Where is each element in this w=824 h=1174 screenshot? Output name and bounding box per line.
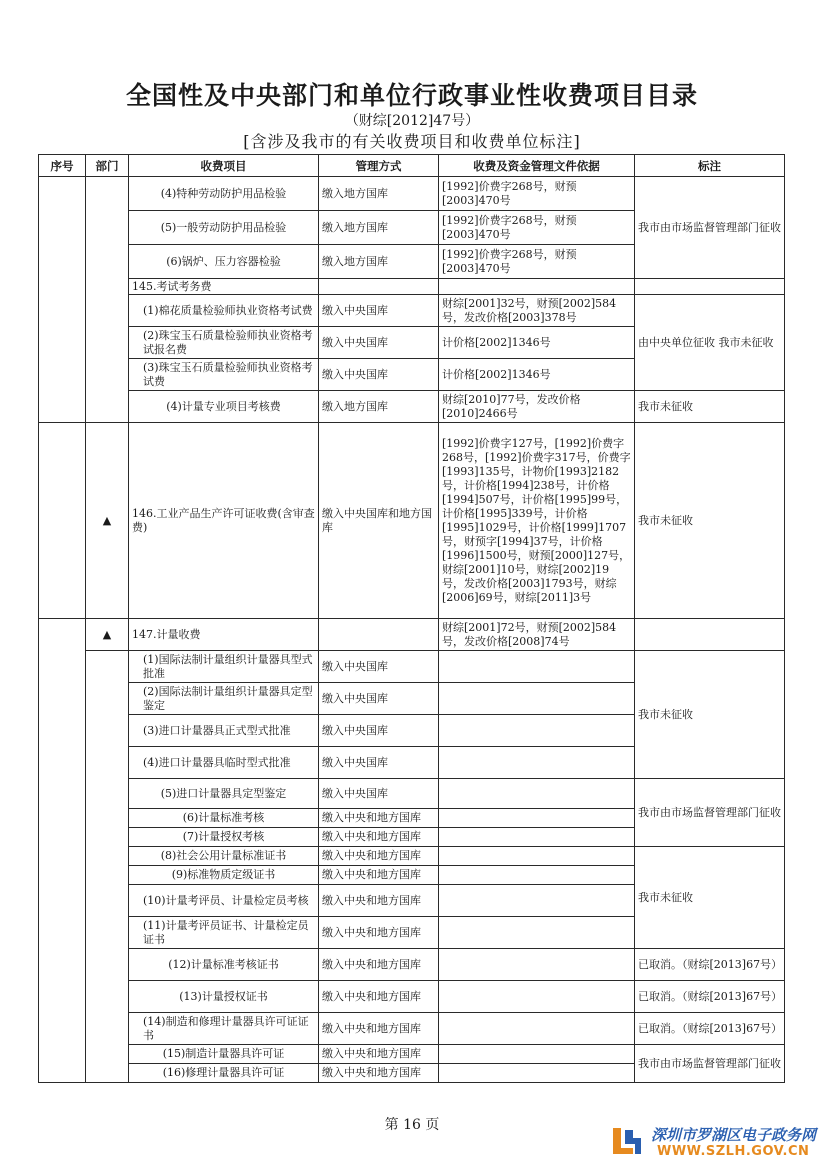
note-cell: 已取消。（财综[2013]67号） [635, 949, 785, 981]
basis-cell [439, 779, 635, 809]
item-cell: (16)修理计量器具许可证 [129, 1064, 319, 1083]
table-row [39, 391, 785, 423]
watermark-site-name: 深圳市罗湖区电子政务网 [651, 1126, 817, 1144]
basis-cell: [1992]价费字268号，财预[2003]470号 [439, 177, 635, 211]
note-cell [635, 619, 785, 651]
basis-cell [439, 949, 635, 981]
basis-cell [439, 683, 635, 715]
method-cell: 缴入中央和地方国库 [319, 1064, 439, 1083]
note-cell: 我市由市场监督管理部门征收 [635, 779, 785, 847]
item-cell: (2)珠宝玉石质量检验师执业资格考试报名费 [129, 327, 319, 359]
method-cell: 缴入地方国库 [319, 177, 439, 211]
note-cell: 我市未征收 [635, 391, 785, 423]
method-cell: 缴入中央和地方国库 [319, 885, 439, 917]
item-cell: 147.计量收费 [129, 619, 319, 651]
page-number: 第 16 页 [384, 1117, 440, 1133]
basis-cell [439, 981, 635, 1013]
seq-cell [39, 177, 86, 423]
header-item: 收费项目 [129, 155, 319, 177]
header-method: 管理方式 [319, 155, 439, 177]
item-cell: 145.考试考务费 [129, 279, 319, 295]
method-cell: 缴入中央国库 [319, 715, 439, 747]
method-cell: 缴入中央国库 [319, 295, 439, 327]
basis-cell [439, 847, 635, 866]
szlh-logo-icon [607, 1124, 647, 1158]
basis-cell [439, 809, 635, 828]
triangle-marker-icon: ▲ [86, 619, 129, 651]
method-cell: 缴入中央国库 [319, 747, 439, 779]
note-cell: 已取消。（财综[2013]67号） [635, 1013, 785, 1045]
note-cell: 我市未征收 [635, 651, 785, 779]
method-cell [319, 619, 439, 651]
table-row [39, 423, 785, 619]
dept-cell [86, 651, 129, 1083]
note-cell: 已取消。（财综[2013]67号） [635, 981, 785, 1013]
header-basis: 收费及资金管理文件依据 [439, 155, 635, 177]
table-row [39, 1045, 785, 1064]
table-row [39, 981, 785, 1013]
fee-table [38, 154, 785, 1083]
item-cell: (1)棉花质量检验师执业资格考试费 [129, 295, 319, 327]
item-cell: (5)进口计量器具定型鉴定 [129, 779, 319, 809]
method-cell: 缴入中央和地方国库 [319, 1045, 439, 1064]
item-cell: (4)特种劳动防护用品检验 [129, 177, 319, 211]
note-cell: 我市由市场监督管理部门征收 [635, 177, 785, 279]
table-row [39, 279, 785, 295]
note-cell: 我市未征收 [635, 423, 785, 619]
method-cell: 缴入地方国库 [319, 245, 439, 279]
basis-cell [439, 1013, 635, 1045]
table-row [39, 651, 785, 683]
method-cell: 缴入地方国库 [319, 391, 439, 423]
method-cell: 缴入地方国库 [319, 211, 439, 245]
document-number: （财综[2012]47号） [344, 113, 480, 129]
item-cell: (10)计量考评员、计量检定员考核 [129, 885, 319, 917]
item-cell: (1)国际法制计量组织计量器具型式批准 [129, 651, 319, 683]
basis-cell [439, 1064, 635, 1083]
table-row [39, 847, 785, 866]
table-row [39, 779, 785, 809]
basis-cell [439, 828, 635, 847]
table-header-row [39, 155, 785, 177]
item-cell: (11)计量考评员证书、计量检定员证书 [129, 917, 319, 949]
header-note: 标注 [635, 155, 785, 177]
document-subtitle: [含涉及我市的有关收费项目和收费单位标注] [243, 132, 581, 151]
basis-cell: [1992]价费字127号，[1992]价费字268号，[1992]价费字317号，价费字[1993]135号，计物价[1993]2182号，计价格[1994]238号，计价格[1994]507号，计价格[1995]99号，计价格[1995]339号，计价格[1995]1029号，计价格[1999]1707号，财预字[1994]37号，计价格[1996]1500号，财预[2000]127号，财综[2001]10号，财综[2002]19号，发改价格[2003]1793号，财综[2006]69号，财综[2011]3号 [439, 423, 635, 619]
site-watermark [607, 1120, 817, 1164]
method-cell: 缴入中央和地方国库 [319, 917, 439, 949]
basis-cell [439, 747, 635, 779]
method-cell: 缴入中央和地方国库 [319, 1013, 439, 1045]
method-cell: 缴入中央和地方国库 [319, 981, 439, 1013]
item-cell: (7)计量授权考核 [129, 828, 319, 847]
basis-cell: 计价格[2002]1346号 [439, 359, 635, 391]
dept-cell [86, 177, 129, 423]
item-cell: (4)进口计量器具临时型式批准 [129, 747, 319, 779]
table-row [39, 619, 785, 651]
note-cell: 我市由市场监督管理部门征收 [635, 1045, 785, 1083]
table-row [39, 177, 785, 211]
item-cell: 146.工业产品生产许可证收费(含审查费) [129, 423, 319, 619]
method-cell: 缴入中央和地方国库 [319, 847, 439, 866]
basis-cell [439, 1045, 635, 1064]
method-cell: 缴入中央国库 [319, 359, 439, 391]
basis-cell [439, 651, 635, 683]
item-cell: (3)进口计量器具正式型式批准 [129, 715, 319, 747]
header-seq: 序号 [39, 155, 86, 177]
method-cell: 缴入中央国库 [319, 327, 439, 359]
item-cell: (6)锅炉、压力容器检验 [129, 245, 319, 279]
basis-cell [439, 715, 635, 747]
method-cell: 缴入中央国库 [319, 779, 439, 809]
method-cell: 缴入中央和地方国库 [319, 949, 439, 981]
item-cell: (6)计量标准考核 [129, 809, 319, 828]
triangle-marker-icon: ▲ [86, 423, 129, 619]
table-row [39, 949, 785, 981]
watermark-url: WWW.SZLH.GOV.CN [657, 1144, 810, 1159]
item-cell: (4)计量专业项目考核费 [129, 391, 319, 423]
header-dept: 部门 [86, 155, 129, 177]
basis-cell: 财综[2001]72号，财预[2002]584号，发改价格[2008]74号 [439, 619, 635, 651]
basis-cell: 财综[2010]77号，发改价格[2010]2466号 [439, 391, 635, 423]
seq-cell [39, 423, 86, 619]
item-cell: (3)珠宝玉石质量检验师执业资格考试费 [129, 359, 319, 391]
basis-cell [439, 866, 635, 885]
item-cell: (14)制造和修理计量器具许可证证书 [129, 1013, 319, 1045]
method-cell: 缴入中央国库和地方国库 [319, 423, 439, 619]
note-cell: 我市未征收 [635, 847, 785, 949]
item-cell: (2)国际法制计量组织计量器具定型鉴定 [129, 683, 319, 715]
table-row [39, 1013, 785, 1045]
item-cell: (15)制造计量器具许可证 [129, 1045, 319, 1064]
basis-cell: [1992]价费字268号，财预[2003]470号 [439, 245, 635, 279]
basis-cell [439, 917, 635, 949]
document-title: 全国性及中央部门和单位行政事业性收费项目目录 [125, 81, 698, 110]
method-cell: 缴入中央和地方国库 [319, 809, 439, 828]
table-row [39, 295, 785, 327]
method-cell [319, 279, 439, 295]
note-cell: 由中央单位征收 我市未征收 [635, 295, 785, 391]
note-cell [635, 279, 785, 295]
basis-cell [439, 885, 635, 917]
basis-cell: 财综[2001]32号，财预[2002]584号，发改价格[2003]378号 [439, 295, 635, 327]
method-cell: 缴入中央国库 [319, 683, 439, 715]
item-cell: (13)计量授权证书 [129, 981, 319, 1013]
method-cell: 缴入中央和地方国库 [319, 866, 439, 885]
item-cell: (9)标准物质定级证书 [129, 866, 319, 885]
item-cell: (5)一般劳动防护用品检验 [129, 211, 319, 245]
basis-cell: [1992]价费字268号，财预[2003]470号 [439, 211, 635, 245]
method-cell: 缴入中央和地方国库 [319, 828, 439, 847]
item-cell: (12)计量标准考核证书 [129, 949, 319, 981]
basis-cell: 计价格[2002]1346号 [439, 327, 635, 359]
seq-cell [39, 619, 86, 1083]
method-cell: 缴入中央国库 [319, 651, 439, 683]
item-cell: (8)社会公用计量标准证书 [129, 847, 319, 866]
basis-cell [439, 279, 635, 295]
